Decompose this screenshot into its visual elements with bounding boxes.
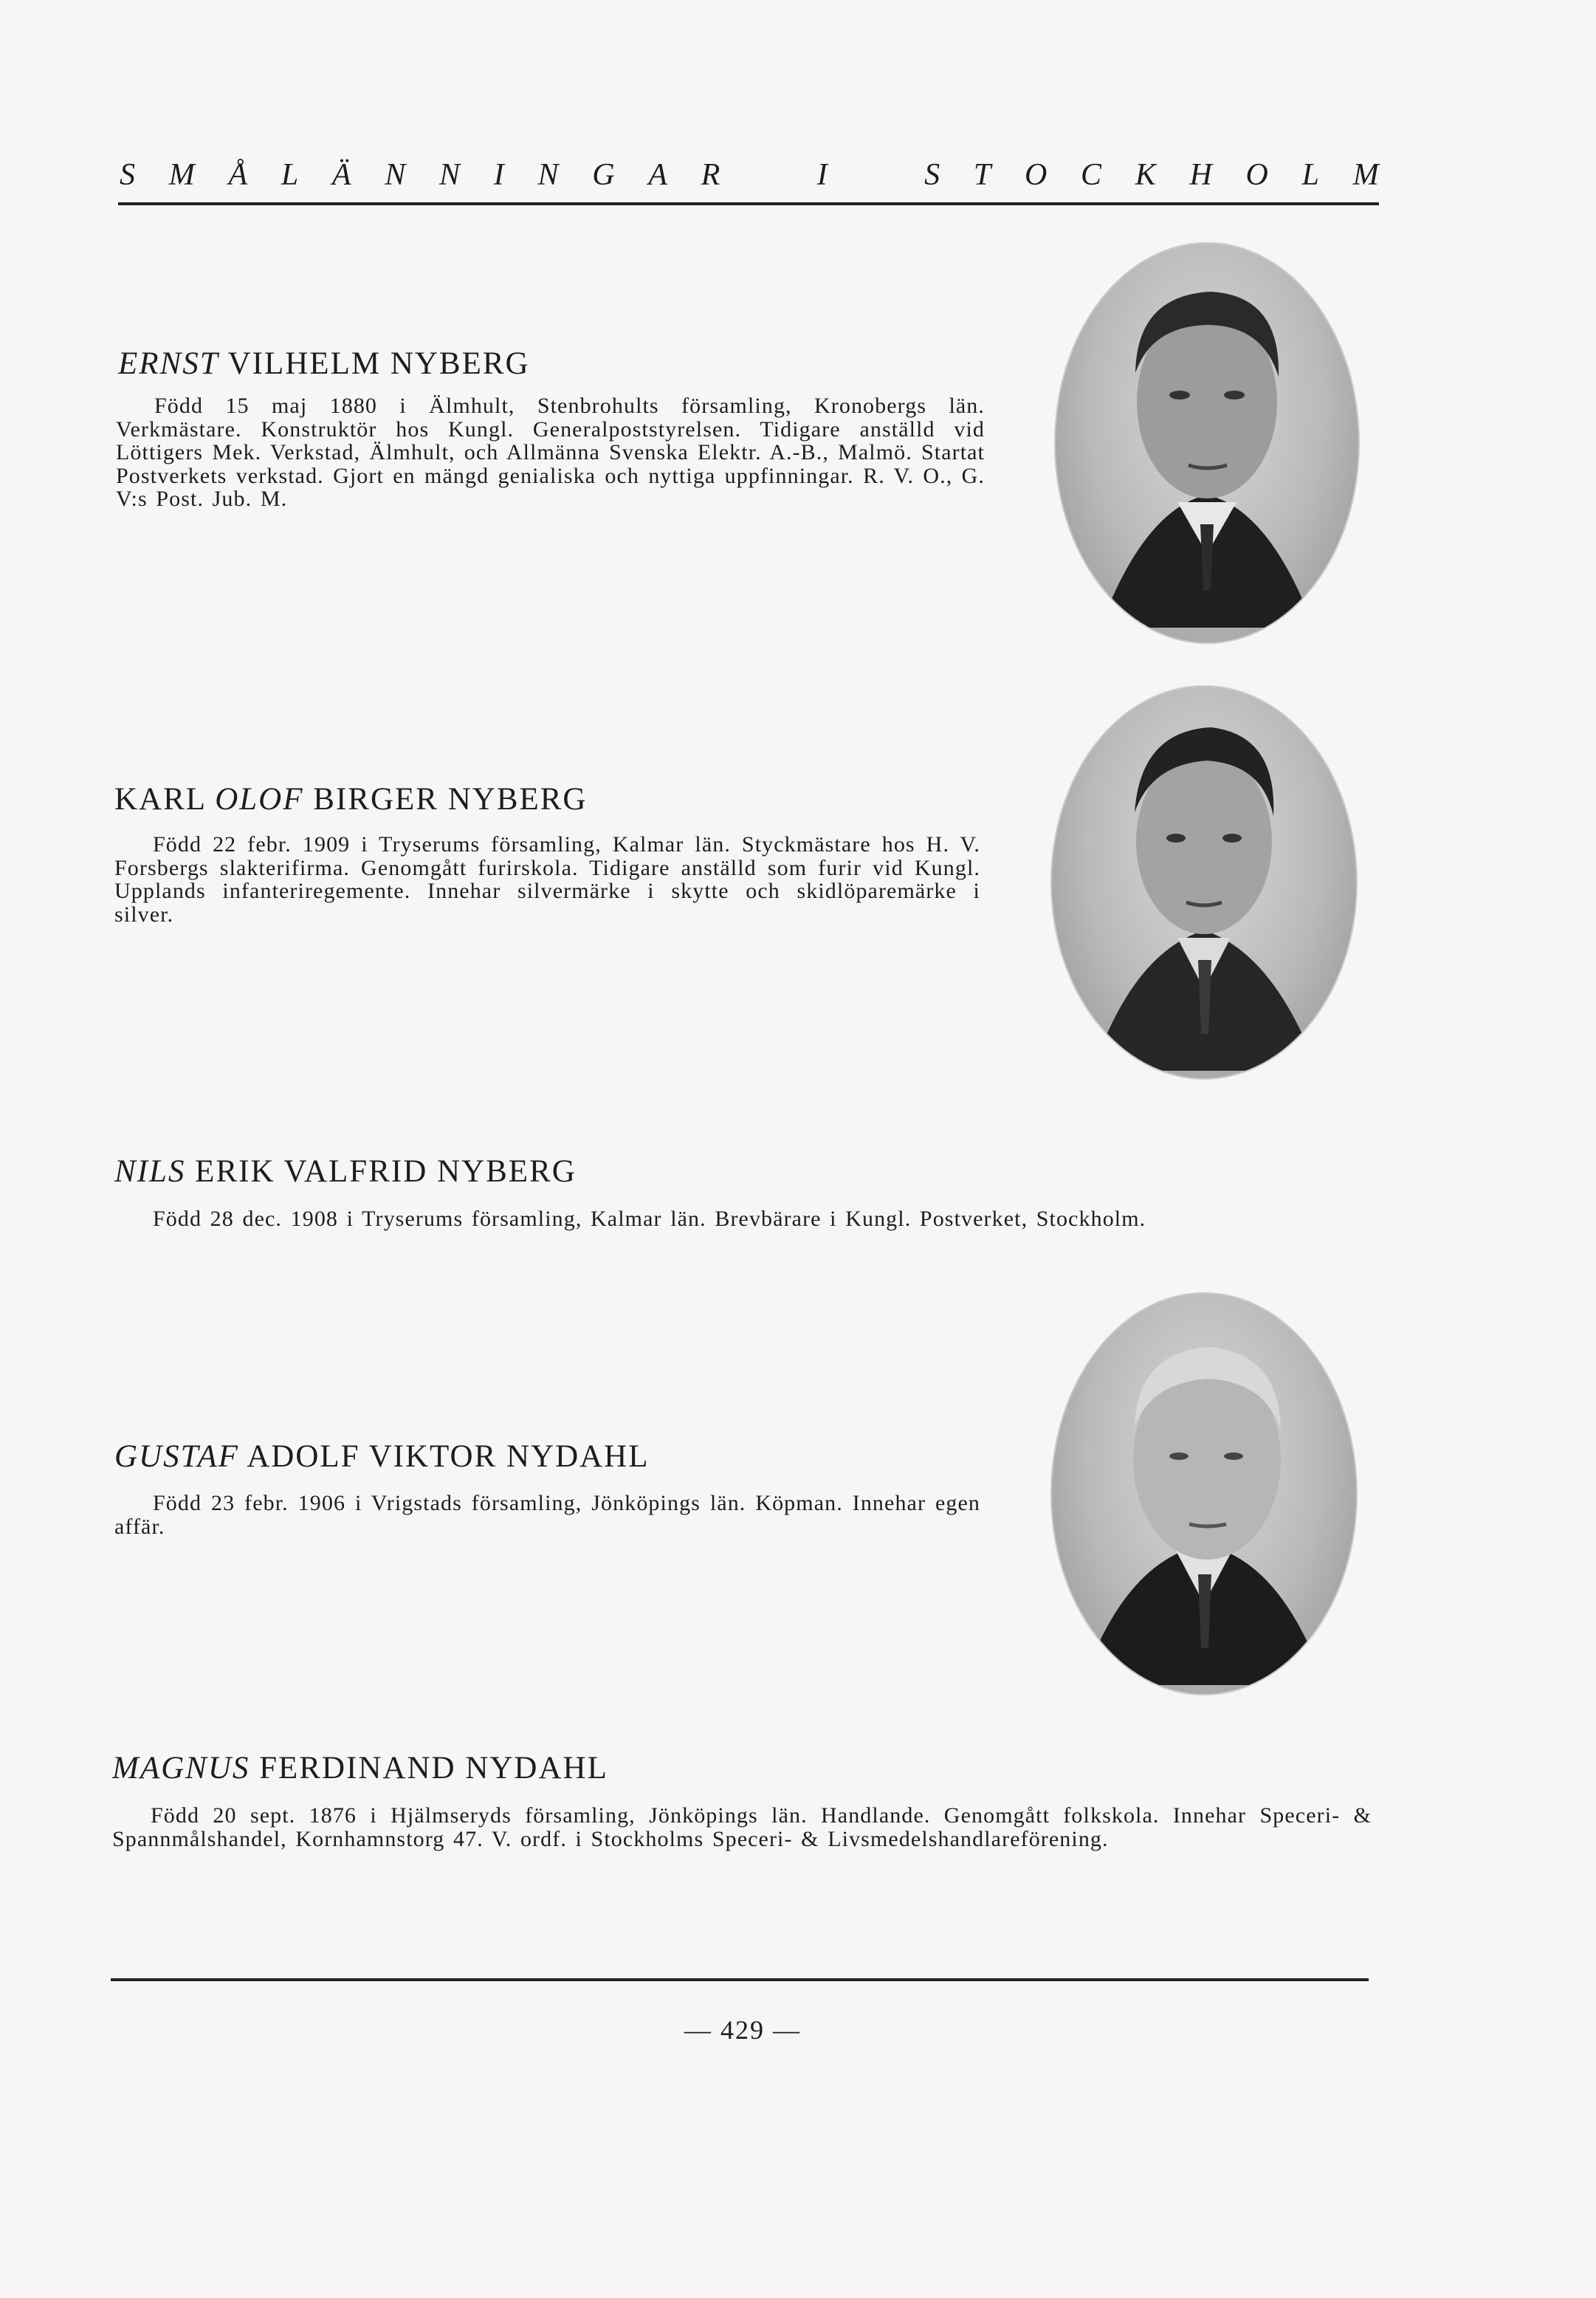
header-letter: S (120, 158, 135, 192)
header-letter: T (973, 158, 991, 192)
given-name: OLOF (215, 782, 304, 817)
given-name: NILS (114, 1154, 186, 1189)
biography-text: Född 22 febr. 1909 i Tryserums församling, Kalmar län. Styckmästare hos H. V. Forsbergs slakterifirma. Genomgått furirskola. Tidigare anställd som furir vid Kungl. Upplands infanteriregemente. Innehar silvermärke i skytte och skidlöparemärke i silver. (114, 832, 980, 927)
header-letter: C (1081, 158, 1102, 192)
header-letter: L (1301, 158, 1319, 192)
surname: FERDINAND NYDAHL (250, 1751, 608, 1786)
header-letter: M (1352, 158, 1379, 192)
portrait-icon (1056, 244, 1358, 642)
entry-name (114, 781, 587, 818)
entry-biography (112, 1804, 1372, 1851)
header-letter: Ä (331, 158, 351, 192)
running-header (120, 157, 1379, 193)
header-letter: O (1024, 158, 1048, 192)
portrait-photo (1052, 687, 1356, 1078)
footer-rule (111, 1978, 1369, 1981)
page-number: — 429 — (684, 2015, 801, 2045)
header-letter: A (648, 158, 667, 192)
surname: ERIK VALFRID NYBERG (185, 1154, 577, 1189)
portrait-photo (1056, 244, 1358, 642)
biography-text: Född 20 sept. 1876 i Hjälmseryds församling, Jönköpings län. Handlande. Genomgått folkskola. Innehar Speceri- & Spannmålshandel, Kornhamnstorg 47. V. ordf. i Stockholms Speceri- & Livsmedelshandlareförening. (112, 1803, 1372, 1851)
header-letter: N (537, 158, 559, 192)
entry-biography (114, 1492, 980, 1538)
header-letter: O (1245, 158, 1268, 192)
portrait-photo (1052, 1294, 1356, 1694)
header-letter: M (168, 158, 195, 192)
header-letter: R (701, 158, 720, 192)
header-letter: H (1189, 158, 1212, 192)
header-letter: N (385, 158, 406, 192)
given-name: MAGNUS (112, 1751, 250, 1786)
header-letter: L (281, 158, 299, 192)
header-letter: Å (228, 158, 248, 192)
portrait-icon (1052, 687, 1356, 1078)
biography-text: Född 23 febr. 1906 i Vrigstads församling, Jönköpings län. Köpman. Innehar egen affär. (114, 1491, 980, 1539)
given-name: ERNST (118, 346, 219, 381)
entry-biography (114, 1207, 1378, 1231)
given-name: GUSTAF (114, 1439, 239, 1474)
biography-text: Född 28 dec. 1908 i Tryserums församling, Kalmar län. Brevbärare i Kungl. Postverket, Stockholm. (153, 1207, 1146, 1231)
header-letter: K (1135, 158, 1156, 192)
surname: VILHELM NYBERG (219, 346, 530, 381)
surname: BIRGER NYBERG (303, 782, 588, 817)
portrait-icon (1052, 1294, 1356, 1694)
header-letter: S (924, 158, 940, 192)
surname: ADOLF VIKTOR NYDAHL (238, 1439, 650, 1474)
biography-text: Född 15 maj 1880 i Älmhult, Stenbrohults församling, Kronobergs län. Verkmästare. Konstruktör hos Kungl. Generalpoststyrelsen. Tidigare anställd vid Löttigers Mek. Verkstad, Älmhult, och Allmänna Svenska Elektr. A.-B., Malmö. Startat Postverkets verkstad. Gjort en mängd genialiska och nyttiga uppfinningar. R. V. O., G. V:s Post. Jub. M. (116, 394, 985, 511)
entry-name (114, 1153, 577, 1190)
entry-name (118, 346, 530, 383)
entry-biography (116, 394, 985, 511)
header-rule (118, 202, 1379, 205)
header-letter: N (439, 158, 461, 192)
header-letter: I (816, 158, 828, 192)
entry-name (112, 1750, 608, 1787)
entry-biography (114, 833, 980, 926)
entry-name (114, 1438, 650, 1475)
header-letter: G (592, 158, 615, 192)
first-name: KARL (114, 782, 216, 817)
header-letter: I (493, 158, 504, 192)
